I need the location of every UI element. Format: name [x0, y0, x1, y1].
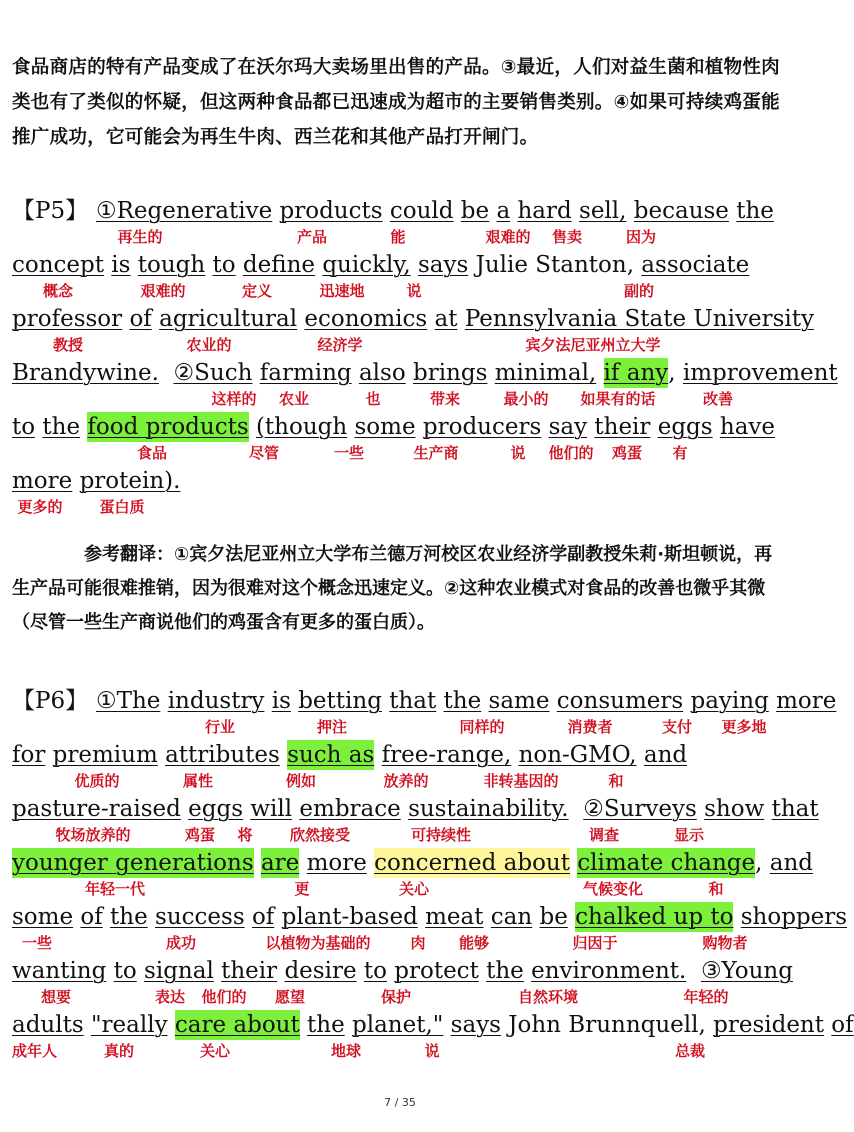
english-word: care about — [174, 1012, 300, 1038]
translation-label: 参考翻译： — [84, 544, 174, 565]
chinese-gloss: 总裁 — [674, 1042, 705, 1060]
english-word: food products — [87, 414, 249, 440]
english-word: and — [643, 742, 688, 768]
english-word: environment. — [531, 958, 687, 984]
english-word: eggs — [657, 414, 713, 440]
english-word: and — [769, 850, 813, 876]
chinese-gloss: 押注 — [316, 718, 347, 736]
english-word: such as — [287, 742, 375, 768]
chinese-gloss: 这样的 — [211, 390, 257, 408]
chinese-gloss: 说 — [406, 282, 422, 300]
chinese-gloss: 地球 — [330, 1042, 361, 1060]
english-word: brings — [412, 360, 488, 386]
english-word: more — [776, 688, 837, 714]
english-word: the — [110, 904, 148, 930]
english-word: says — [450, 1012, 501, 1038]
english-word: the — [486, 958, 524, 984]
english-word: embrace — [299, 796, 401, 822]
chinese-gloss: 如果有的话 — [580, 390, 656, 408]
chinese-gloss: 副的 — [623, 282, 654, 300]
chinese-gloss: 气候变化 — [582, 880, 643, 898]
chinese-gloss: 改善 — [702, 390, 733, 408]
preceding-translation-paragraph: 食品商店的特有产品变成了在沃尔玛大卖场里出售的产品。③最近，人们对益生菌和植物性肉类也有了类似的怀疑，但这两种食品都已迅速成为超市的主要销售类别。④如果可持续鸡蛋能推广成功，它可能会为再生牛肉、西兰花和其他产品打开闸门。 — [12, 57, 780, 148]
chinese-gloss: 说 — [424, 1042, 440, 1060]
chinese-gloss: 成年人 — [12, 1042, 58, 1060]
english-word: farming — [259, 360, 352, 386]
english-word: to — [363, 958, 387, 984]
english-word: of — [251, 904, 275, 930]
english-word: for — [12, 742, 46, 768]
p5-line — [12, 358, 838, 410]
chinese-gloss: 表达 — [154, 988, 185, 1006]
chinese-gloss: 能够 — [458, 934, 489, 952]
english-word: professor — [12, 306, 123, 332]
english-word: the — [736, 198, 774, 224]
english-word: non-GMO, — [518, 742, 637, 768]
chinese-gloss: 最小的 — [503, 390, 549, 408]
chinese-gloss: 他们的 — [548, 444, 594, 462]
chinese-gloss: 更 — [294, 880, 310, 898]
chinese-gloss: 年轻的 — [683, 988, 729, 1006]
chinese-gloss: 农业 — [278, 390, 309, 408]
english-word: of — [831, 1012, 854, 1038]
chinese-gloss: 他们的 — [201, 988, 247, 1006]
english-word: their — [221, 958, 278, 984]
chinese-gloss: 再生的 — [117, 228, 163, 246]
english-word: to — [12, 414, 36, 440]
english-word: at — [434, 306, 458, 332]
chinese-gloss: 想要 — [40, 988, 71, 1006]
english-word: eggs — [188, 796, 244, 822]
english-word: that — [389, 688, 437, 714]
chinese-gloss: 保护 — [380, 988, 411, 1006]
english-word: the — [42, 414, 81, 440]
english-word: , — [755, 850, 763, 876]
english-word: a — [496, 198, 511, 224]
english-word: ②Such — [173, 360, 253, 386]
english-word: agricultural — [159, 306, 298, 332]
chinese-gloss: 宾夕法尼亚州立大学 — [525, 336, 661, 354]
english-word: the — [307, 1012, 345, 1038]
chinese-gloss: 将 — [237, 826, 253, 844]
english-word: same — [488, 688, 550, 714]
chinese-gloss: 更多地 — [721, 718, 767, 736]
chinese-gloss: 教授 — [52, 336, 83, 354]
english-word: quickly, — [322, 252, 411, 278]
english-word: some — [354, 414, 416, 440]
chinese-gloss: 艰难的 — [485, 228, 531, 246]
english-word: is — [111, 252, 131, 278]
english-word: pasture-raised — [12, 796, 181, 822]
english-word: ②Surveys — [583, 796, 697, 822]
chinese-gloss: 以植物为基础的 — [265, 934, 371, 952]
english-word: are — [260, 850, 300, 876]
english-word: can — [490, 904, 533, 930]
english-word: of — [129, 306, 152, 332]
english-word: improvement — [682, 360, 838, 386]
english-word: be — [460, 198, 490, 224]
p6-line — [12, 848, 813, 900]
chinese-gloss: 生产商 — [413, 444, 459, 462]
english-word: concerned about — [374, 850, 570, 876]
p6-line — [12, 1010, 854, 1062]
chinese-gloss: 说 — [510, 444, 526, 462]
chinese-gloss: 调查 — [588, 826, 619, 844]
english-word: concept — [12, 252, 104, 278]
english-word: signal — [144, 958, 214, 984]
chinese-gloss: 有 — [672, 444, 688, 462]
chinese-gloss: 带来 — [429, 390, 460, 408]
english-word: premium — [52, 742, 158, 768]
english-word: sell, — [579, 198, 627, 224]
english-word: say — [548, 414, 588, 440]
english-word: their — [594, 414, 651, 440]
english-word: planet," — [352, 1012, 444, 1038]
chinese-gloss: 经济学 — [317, 336, 363, 354]
chinese-gloss: 迅速地 — [319, 282, 365, 300]
chinese-gloss: 属性 — [182, 772, 213, 790]
chinese-gloss: 产品 — [296, 228, 327, 246]
chinese-gloss: 农业的 — [186, 336, 232, 354]
chinese-gloss: 因为 — [625, 228, 656, 246]
chinese-gloss: 鸡蛋 — [184, 826, 215, 844]
chinese-gloss: 蛋白质 — [99, 498, 145, 516]
chinese-gloss: 同样的 — [459, 718, 505, 736]
english-word: ③Young — [700, 958, 793, 984]
english-word: plant-based — [281, 904, 418, 930]
chinese-gloss: 一些 — [333, 444, 364, 462]
chinese-gloss: 尽管 — [248, 444, 279, 462]
english-word: desire — [284, 958, 357, 984]
chinese-gloss: 牧场放养的 — [55, 826, 131, 844]
english-word: protect — [394, 958, 479, 984]
english-word: betting — [298, 688, 382, 714]
english-word: the — [443, 688, 482, 714]
english-word: producers — [422, 414, 542, 440]
chinese-gloss: 真的 — [103, 1042, 134, 1060]
page-number: 7 / 35 — [384, 1096, 416, 1109]
english-word: chalked up to — [575, 904, 734, 930]
chinese-gloss: 和 — [708, 880, 724, 898]
english-word: to — [212, 252, 236, 278]
english-word: be — [539, 904, 568, 930]
chinese-gloss: 例如 — [285, 772, 316, 790]
chinese-gloss: 一些 — [21, 934, 52, 952]
translation-text: ①宾夕法尼亚州立大学布兰德万河校区农业经济学副教授朱莉·斯坦顿说，再生产品可能很难推销，因为很难对这个概念迅速定义。②这种农业模式对食品的改善也微乎其微（尽管一些生产商说他们的鸡蛋含有更多的蛋白质）。 — [12, 544, 773, 633]
english-word: show — [704, 796, 765, 822]
english-word: John Brunnquell, — [508, 1012, 706, 1038]
english-word: to — [113, 958, 137, 984]
chinese-gloss: 自然环境 — [517, 988, 578, 1006]
english-word: will — [250, 796, 293, 822]
chinese-gloss: 消费者 — [567, 718, 613, 736]
chinese-gloss: 售卖 — [551, 228, 582, 246]
english-word: wanting — [12, 958, 107, 984]
english-word: consumers — [556, 688, 684, 714]
chinese-gloss: 更多的 — [17, 498, 63, 516]
p6-line — [12, 956, 802, 1008]
english-word: Brandywine. — [12, 360, 159, 386]
english-word: free-range, — [381, 742, 512, 768]
chinese-gloss: 关心 — [398, 880, 429, 898]
english-word: some — [12, 904, 74, 930]
chinese-gloss: 非转基因的 — [483, 772, 559, 790]
p5-line — [12, 466, 802, 518]
chinese-gloss: 和 — [608, 772, 624, 790]
p6-line — [12, 686, 837, 738]
english-word: define — [242, 252, 316, 278]
english-word: shoppers — [740, 904, 848, 930]
english-word: says — [417, 252, 469, 278]
chinese-gloss: 购物者 — [702, 934, 748, 952]
english-word: paying — [690, 688, 769, 714]
english-word: hard — [517, 198, 572, 224]
paragraph-label: 【P5】 — [12, 198, 89, 224]
english-word: sustainability. — [408, 796, 569, 822]
english-word: tough — [137, 252, 206, 278]
chinese-gloss: 艰难的 — [140, 282, 186, 300]
english-word: associate — [641, 252, 750, 278]
english-word: because — [633, 198, 729, 224]
english-word: president — [713, 1012, 824, 1038]
p5-line — [12, 250, 802, 302]
english-word: protein). — [79, 468, 181, 494]
chinese-gloss: 欣然接受 — [289, 826, 350, 844]
p5-line — [12, 412, 802, 464]
chinese-gloss: 可持续性 — [410, 826, 471, 844]
english-word: climate change — [577, 850, 756, 876]
english-word: more — [306, 850, 367, 876]
english-word: products — [279, 198, 383, 224]
chinese-gloss: 年轻一代 — [84, 880, 145, 898]
english-word: if any — [603, 360, 669, 386]
english-word: adults — [12, 1012, 84, 1038]
english-word: industry — [167, 688, 265, 714]
chinese-gloss: 归因于 — [572, 934, 618, 952]
english-word: "really — [90, 1012, 168, 1038]
english-word: minimal, — [494, 360, 597, 386]
chinese-gloss: 鸡蛋 — [611, 444, 642, 462]
p6-line — [12, 740, 802, 792]
chinese-gloss: 概念 — [42, 282, 73, 300]
english-word: ①The — [96, 688, 161, 714]
english-word: economics — [304, 306, 428, 332]
english-word: meat — [425, 904, 484, 930]
english-word: that — [771, 796, 819, 822]
english-word: Julie Stanton, — [475, 252, 634, 278]
english-word: (though — [255, 414, 348, 440]
chinese-gloss: 显示 — [673, 826, 704, 844]
chinese-gloss: 放养的 — [383, 772, 429, 790]
chinese-gloss: 也 — [365, 390, 381, 408]
english-word: attributes — [165, 742, 280, 768]
english-word: of — [80, 904, 103, 930]
english-word: success — [155, 904, 245, 930]
p6-line — [12, 902, 848, 954]
p5-translation — [12, 538, 788, 640]
chinese-gloss: 成功 — [165, 934, 196, 952]
english-word: , — [668, 360, 676, 386]
paragraph-label: 【P6】 — [12, 688, 89, 714]
chinese-gloss: 能 — [390, 228, 406, 246]
english-word: younger generations — [12, 850, 254, 876]
chinese-gloss: 优质的 — [74, 772, 120, 790]
p5-line — [12, 196, 802, 248]
chinese-gloss: 愿望 — [274, 988, 305, 1006]
chinese-gloss: 食品 — [136, 444, 167, 462]
chinese-gloss: 关心 — [199, 1042, 230, 1060]
chinese-gloss: 定义 — [241, 282, 272, 300]
english-word: ①Regenerative — [96, 198, 273, 224]
english-word: Pennsylvania State University — [464, 306, 814, 332]
english-word: could — [389, 198, 454, 224]
chinese-gloss: 肉 — [410, 934, 426, 952]
english-word: also — [358, 360, 406, 386]
p5-line — [12, 304, 814, 356]
english-word: more — [12, 468, 73, 494]
chinese-gloss: 支付 — [661, 718, 692, 736]
english-word: have — [719, 414, 776, 440]
p6-line — [12, 794, 819, 846]
chinese-gloss: 行业 — [204, 718, 235, 736]
english-word: is — [271, 688, 291, 714]
